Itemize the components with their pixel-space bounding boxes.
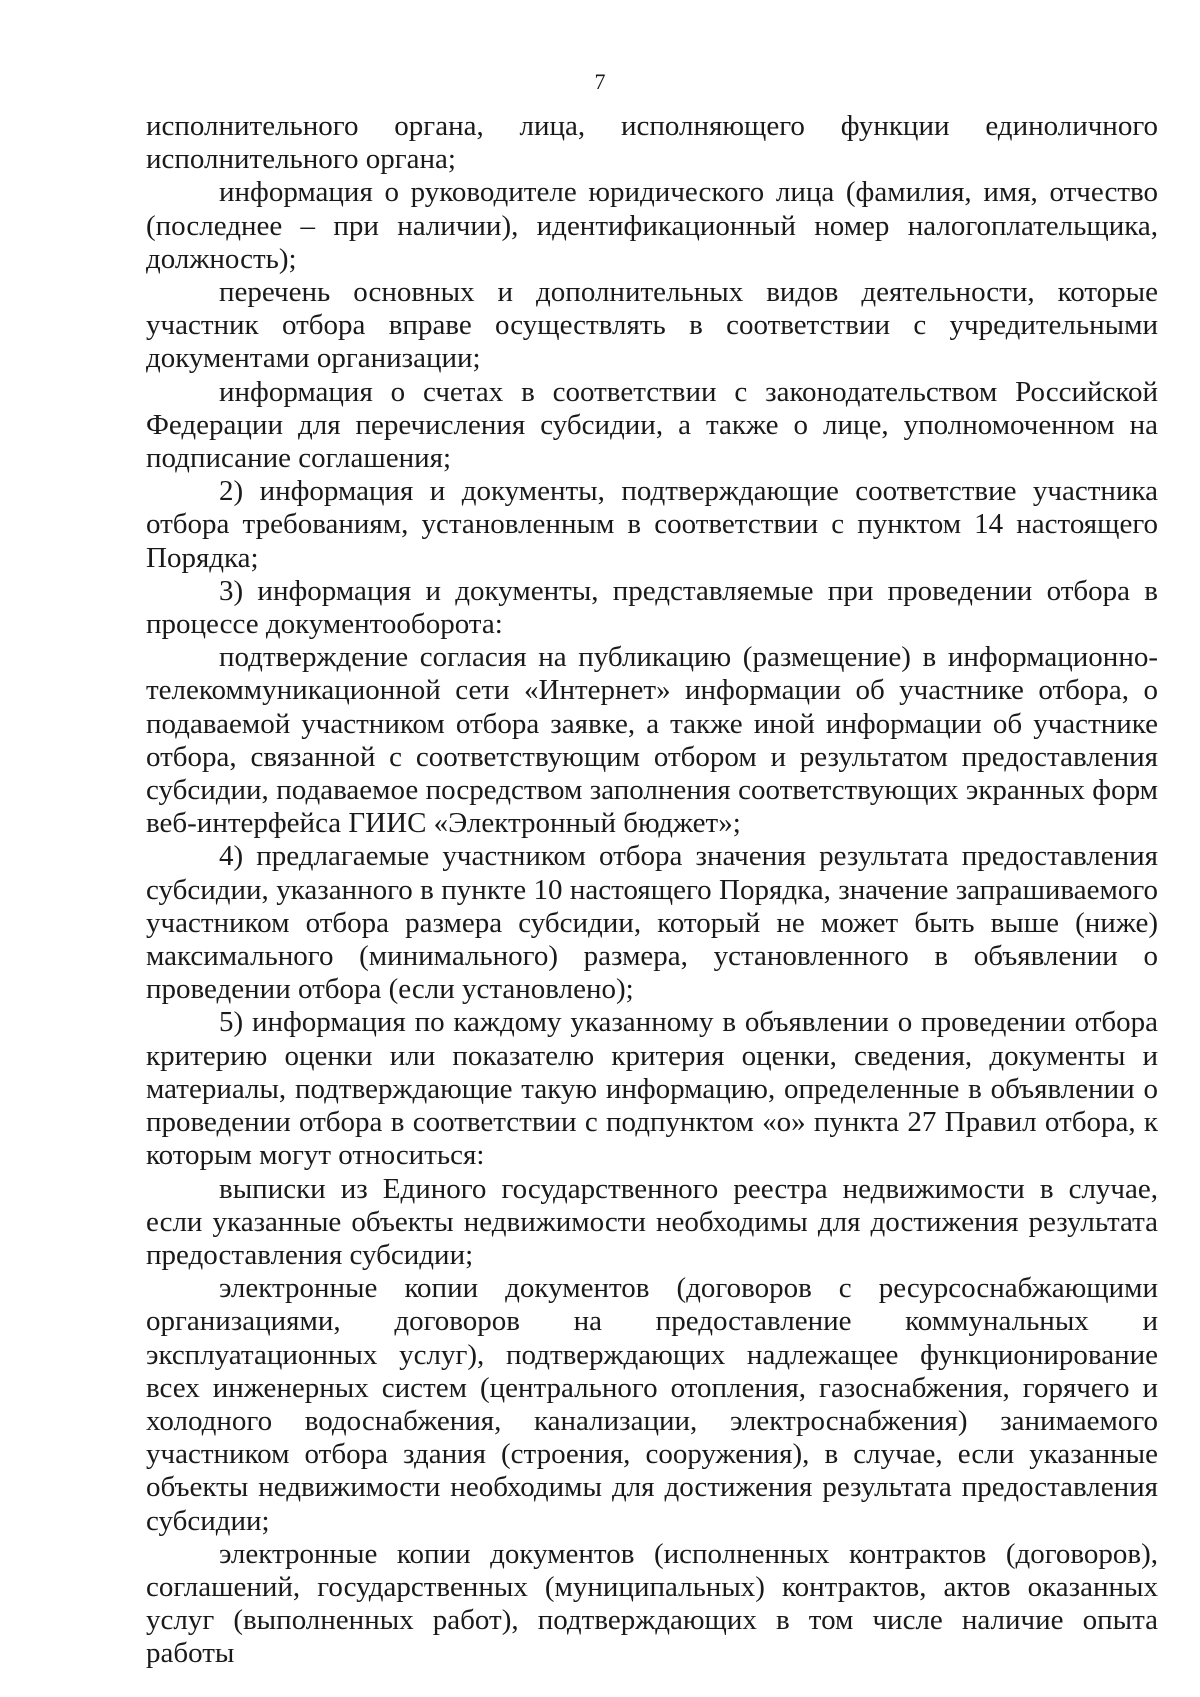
paragraph-8: 4) предлагаемые участником отбора значения результата предоставления субсидии, указанного в пункте 10 настоящего Порядка, значение запрашиваемого участником отбора размера субсидии, который не может быть выше (ниже) максимального (минимального) размера, установленного в объявлении о проведении отбора (если установлено); — [146, 840, 1158, 1006]
paragraph-1: исполнительного органа, лица, исполняющего функции единоличного исполнительного органа; — [146, 110, 1158, 176]
paragraph-3: перечень основных и дополнительных видов деятельности, которые участник отбора вправе осуществлять в соответствии с учредительными документами организации; — [146, 276, 1158, 375]
paragraph-11: электронные копии документов (договоров с ресурсоснабжающими организациями, договоров на предоставление коммунальных и эксплуатационных услуг), подтверждающих надлежащее функционирование всех инженерных систем (центрального отопления, газоснабжения, горячего и холодного водоснабжения, канализации, электроснабжения) занимаемого участником отбора здания (строения, сооружения), в случае, если указанные объекты недвижимости необходимы для достижения результата предоставления субсидии; — [146, 1272, 1158, 1537]
paragraph-12: электронные копии документов (исполненных контрактов (договоров), соглашений, государственных (муниципальных) контрактов, актов оказанных услуг (выполненных работ), подтверждающих в том числе наличие опыта работы — [146, 1537, 1158, 1670]
paragraph-4: информация о счетах в соответствии с законодательством Российской Федерации для перечисления субсидии, а также о лице, уполномоченном на подписание соглашения; — [146, 375, 1158, 475]
page-number: 7 — [594, 69, 606, 94]
paragraph-9: 5) информация по каждому указанному в объявлении о проведении отбора критерию оценки или показателю критерия оценки, сведения, документы и материалы, подтверждающие такую информацию, определенные в объявлении о проведении отбора в соответствии с подпунктом «о» пункта 27 Правил отбора, к которым могут относиться: — [146, 1006, 1158, 1172]
paragraph-6: 3) информация и документы, представляемые при проведении отбора в процессе документооборота: — [146, 574, 1158, 641]
paragraph-2: информация о руководителе юридического лица (фамилия, имя, отчество (последнее – при наличии), идентификационный номер налогоплательщика, должность); — [146, 176, 1158, 275]
paragraph-7: подтверждение согласия на публикацию (размещение) в информационно-телекоммуникационной сети «Интернет» информации об участнике отбора, о подаваемой участником отбора заявке, а также иной информации об участнике отбора, связанной с соответствующим отбором и результатом предоставления субсидии, подаваемое посредством заполнения соответствующих экранных форм веб-интерфейса ГИИС «Электронный бюджет»; — [146, 641, 1158, 840]
paragraph-5: 2) информация и документы, подтверждающие соответствие участника отбора требованиям, установленным в соответствии с пунктом 14 настоящего Порядка; — [146, 475, 1158, 574]
paragraph-10: выписки из Единого государственного реестра недвижимости в случае, если указанные объекты недвижимости необходимы для достижения результата предоставления субсидии; — [146, 1172, 1158, 1271]
document-body — [146, 110, 1158, 1671]
